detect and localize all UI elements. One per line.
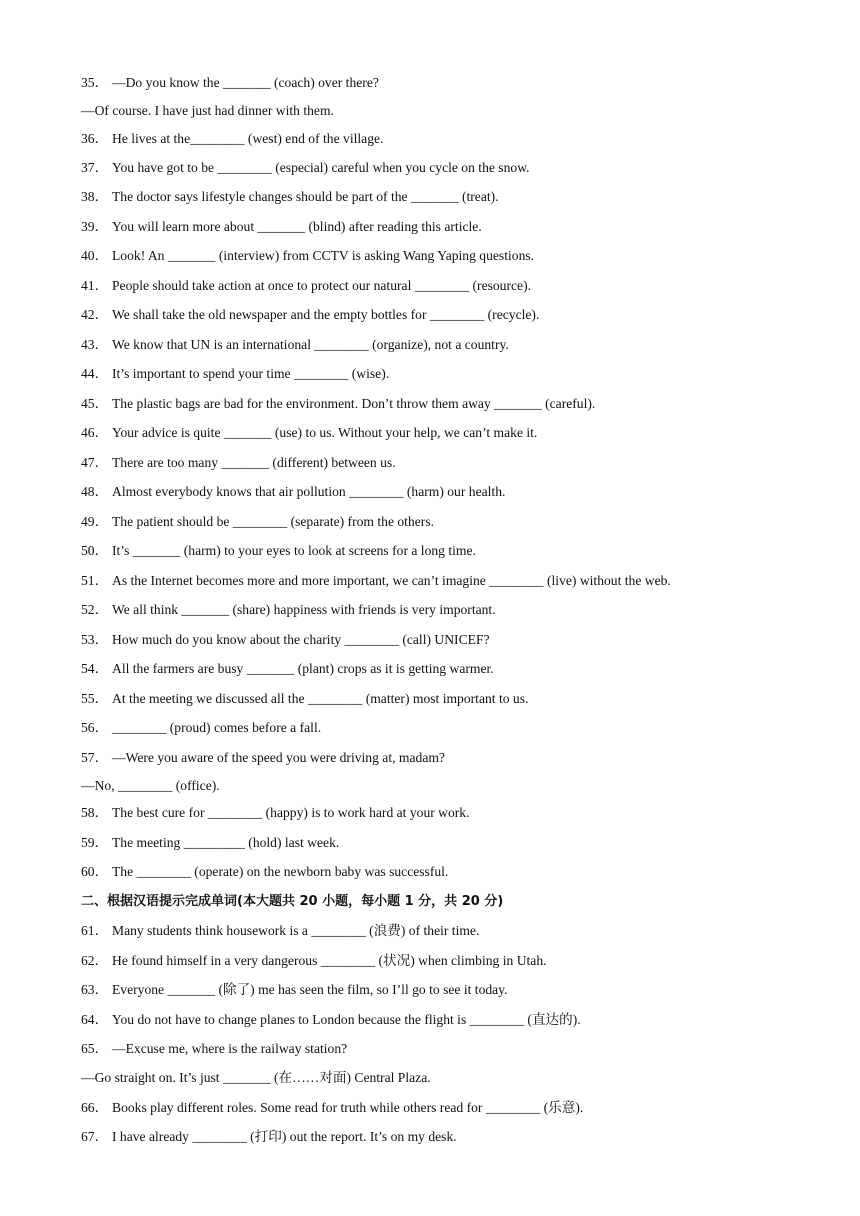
question-text: He found himself in a very dangerous ________ (状况) when climbing in Utah. — [112, 953, 547, 968]
dialogue-reply — [81, 102, 334, 120]
question-text: Almost everybody knows that air pollution ________ (harm) our health. — [112, 484, 506, 499]
question-52 — [81, 601, 496, 619]
question-text: —Of course. I have just had dinner with them. — [81, 103, 334, 118]
question-57 — [81, 749, 445, 767]
question-48 — [81, 483, 505, 501]
question-text: All the farmers are busy _______ (plant) crops as it is getting warmer. — [112, 661, 494, 676]
question-number: 47． — [81, 455, 109, 470]
question-text: We all think _______ (share) happiness with friends is very important. — [112, 602, 496, 617]
question-text: There are too many _______ (different) between us. — [112, 455, 396, 470]
question-text: People should take action at once to protect our natural ________ (resource). — [112, 278, 532, 293]
question-number: 49． — [81, 514, 109, 529]
question-58 — [81, 804, 470, 822]
question-41 — [81, 277, 531, 295]
question-46 — [81, 424, 537, 442]
question-text: The plastic bags are bad for the environment. Don’t throw them away _______ (careful). — [112, 396, 596, 411]
question-67 — [81, 1128, 457, 1146]
question-51 — [81, 572, 671, 590]
question-text: ________ (proud) comes before a fall. — [112, 720, 322, 735]
question-text: Many students think housework is a ________ (浪费) of their time. — [112, 923, 480, 938]
question-66 — [81, 1099, 583, 1117]
question-37 — [81, 159, 530, 177]
question-text: We shall take the old newspaper and the empty bottles for ________ (recycle). — [112, 307, 540, 322]
question-number: 57． — [81, 750, 109, 765]
question-text: How much do you know about the charity ________ (call) UNICEF? — [112, 632, 490, 647]
question-number: 59． — [81, 835, 109, 850]
question-44 — [81, 365, 389, 383]
question-text: We know that UN is an international ________ (organize), not a country. — [112, 337, 509, 352]
dialogue-reply — [81, 777, 220, 795]
question-number: 41． — [81, 278, 109, 293]
question-text: Everyone _______ (除了) me has seen the film, so I’ll go to see it today. — [112, 982, 508, 997]
question-number: 42． — [81, 307, 109, 322]
question-38 — [81, 188, 499, 206]
question-59 — [81, 834, 339, 852]
question-number: 55． — [81, 691, 109, 706]
question-text: You do not have to change planes to London because the flight is ________ (直达的). — [112, 1012, 581, 1027]
question-text: —Excuse me, where is the railway station? — [112, 1041, 348, 1056]
question-text: He lives at the________ (west) end of the village. — [112, 131, 384, 146]
question-number: 50． — [81, 543, 109, 558]
question-number: 66． — [81, 1100, 109, 1115]
question-text: The ________ (operate) on the newborn baby was successful. — [112, 864, 449, 879]
question-number: 48． — [81, 484, 109, 499]
question-text: The meeting _________ (hold) last week. — [112, 835, 340, 850]
dialogue-reply — [81, 1069, 431, 1087]
question-number: 36． — [81, 131, 109, 146]
question-text: It’s _______ (harm) to your eyes to look at screens for a long time. — [112, 543, 476, 558]
question-text: Books play different roles. Some read for truth while others read for ________ (乐意). — [112, 1100, 584, 1115]
question-number: 56． — [81, 720, 109, 735]
question-39 — [81, 218, 482, 236]
question-text: As the Internet becomes more and more important, we can’t imagine ________ (live) without the web. — [112, 573, 671, 588]
question-65 — [81, 1040, 347, 1058]
question-64 — [81, 1011, 581, 1029]
question-number: 51． — [81, 573, 109, 588]
question-35 — [81, 74, 379, 92]
question-number: 54． — [81, 661, 109, 676]
question-61 — [81, 922, 479, 940]
question-number: 39． — [81, 219, 109, 234]
question-number: 67． — [81, 1129, 109, 1144]
question-text: —Go straight on. It’s just _______ (在……对面) Central Plaza. — [81, 1070, 431, 1085]
question-63 — [81, 981, 508, 999]
question-number: 44． — [81, 366, 109, 381]
question-50 — [81, 542, 476, 560]
question-47 — [81, 454, 396, 472]
question-number: 46． — [81, 425, 109, 440]
question-text: The patient should be ________ (separate) from the others. — [112, 514, 435, 529]
question-number: 52． — [81, 602, 109, 617]
question-text: I have already ________ (打印) out the report. It’s on my desk. — [112, 1129, 457, 1144]
question-36 — [81, 130, 383, 148]
question-number: 45． — [81, 396, 109, 411]
question-text: At the meeting we discussed all the ________ (matter) most important to us. — [112, 691, 529, 706]
question-number: 60． — [81, 864, 109, 879]
question-60 — [81, 863, 448, 881]
question-53 — [81, 631, 490, 649]
question-number: 53． — [81, 632, 109, 647]
question-number: 37． — [81, 160, 109, 175]
question-text: Your advice is quite _______ (use) to us. Without your help, we can’t make it. — [112, 425, 538, 440]
question-42 — [81, 306, 539, 324]
question-text: —Were you aware of the speed you were driving at, madam? — [112, 750, 445, 765]
question-56 — [81, 719, 321, 737]
question-text: You have got to be ________ (especial) careful when you cycle on the snow. — [112, 160, 530, 175]
question-40 — [81, 247, 534, 265]
question-62 — [81, 952, 547, 970]
question-number: 61． — [81, 923, 109, 938]
question-54 — [81, 660, 494, 678]
question-text: The doctor says lifestyle changes should be part of the _______ (treat). — [112, 189, 499, 204]
question-55 — [81, 690, 528, 708]
question-number: 58． — [81, 805, 109, 820]
question-number: 38． — [81, 189, 109, 204]
question-45 — [81, 395, 595, 413]
question-number: 35． — [81, 75, 109, 90]
question-text: You will learn more about _______ (blind) after reading this article. — [112, 219, 482, 234]
question-49 — [81, 513, 434, 531]
question-number: 65． — [81, 1041, 109, 1056]
question-number: 62． — [81, 953, 109, 968]
question-text: —Do you know the _______ (coach) over there? — [112, 75, 379, 90]
question-number: 63． — [81, 982, 109, 997]
section-heading-text: 二、根据汉语提示完成单词(本大题共 20 小题，每小题 1 分，共 20 分) — [81, 894, 504, 909]
question-number: 40． — [81, 248, 109, 263]
question-number: 64． — [81, 1012, 109, 1027]
question-text: The best cure for ________ (happy) is to work hard at your work. — [112, 805, 470, 820]
section-heading — [81, 893, 503, 911]
question-43 — [81, 336, 509, 354]
question-text: —No, ________ (office). — [81, 778, 220, 793]
question-text: Look! An _______ (interview) from CCTV is asking Wang Yaping questions. — [112, 248, 535, 263]
question-text: It’s important to spend your time ________ (wise). — [112, 366, 390, 381]
question-number: 43． — [81, 337, 109, 352]
